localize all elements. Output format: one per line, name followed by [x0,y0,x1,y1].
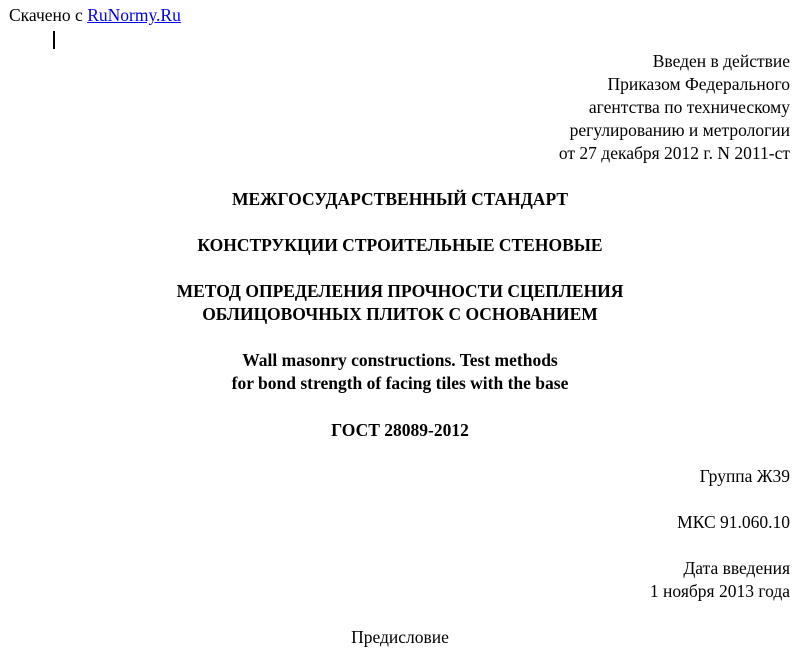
runormy-link[interactable]: RuNormy.Ru [87,5,181,25]
english-title-line-2: for bond strength of facing tiles with the base [231,373,569,393]
intro-line-4: регулированию и метрологии [569,120,790,140]
english-title-line-1: Wall masonry constructions. Test methods [242,350,558,370]
effective-date-label: Дата введения [683,558,790,578]
mks-code: МКС 91.060.10 [677,512,790,532]
group-code: Группа Ж39 [699,466,790,486]
gost-number: ГОСТ 28089-2012 [331,420,469,440]
download-source-prefix: Скачено с [9,5,83,25]
subject-heading: КОНСТРУКЦИИ СТРОИТЕЛЬНЫЕ СТЕНОВЫЕ [197,235,603,255]
download-source-line [9,4,181,27]
intro-line-2: Приказом Федерального [607,74,790,94]
text-cursor [53,31,55,49]
intro-line-1: Введен в действие [652,51,790,71]
foreword-heading: Предисловие [351,627,449,647]
effective-date-value: 1 ноября 2013 года [649,581,790,601]
intro-line-3: агентства по техническому [588,97,790,117]
method-heading-line-2: ОБЛИЦОВОЧНЫХ ПЛИТОК С ОСНОВАНИЕМ [202,304,598,324]
standard-type-heading: МЕЖГОСУДАРСТВЕННЫЙ СТАНДАРТ [231,189,569,209]
method-heading-line-1: МЕТОД ОПРЕДЕЛЕНИЯ ПРОЧНОСТИ СЦЕПЛЕНИЯ [176,281,624,301]
intro-line-5: от 27 декабря 2012 г. N 2011-ст [558,143,790,163]
